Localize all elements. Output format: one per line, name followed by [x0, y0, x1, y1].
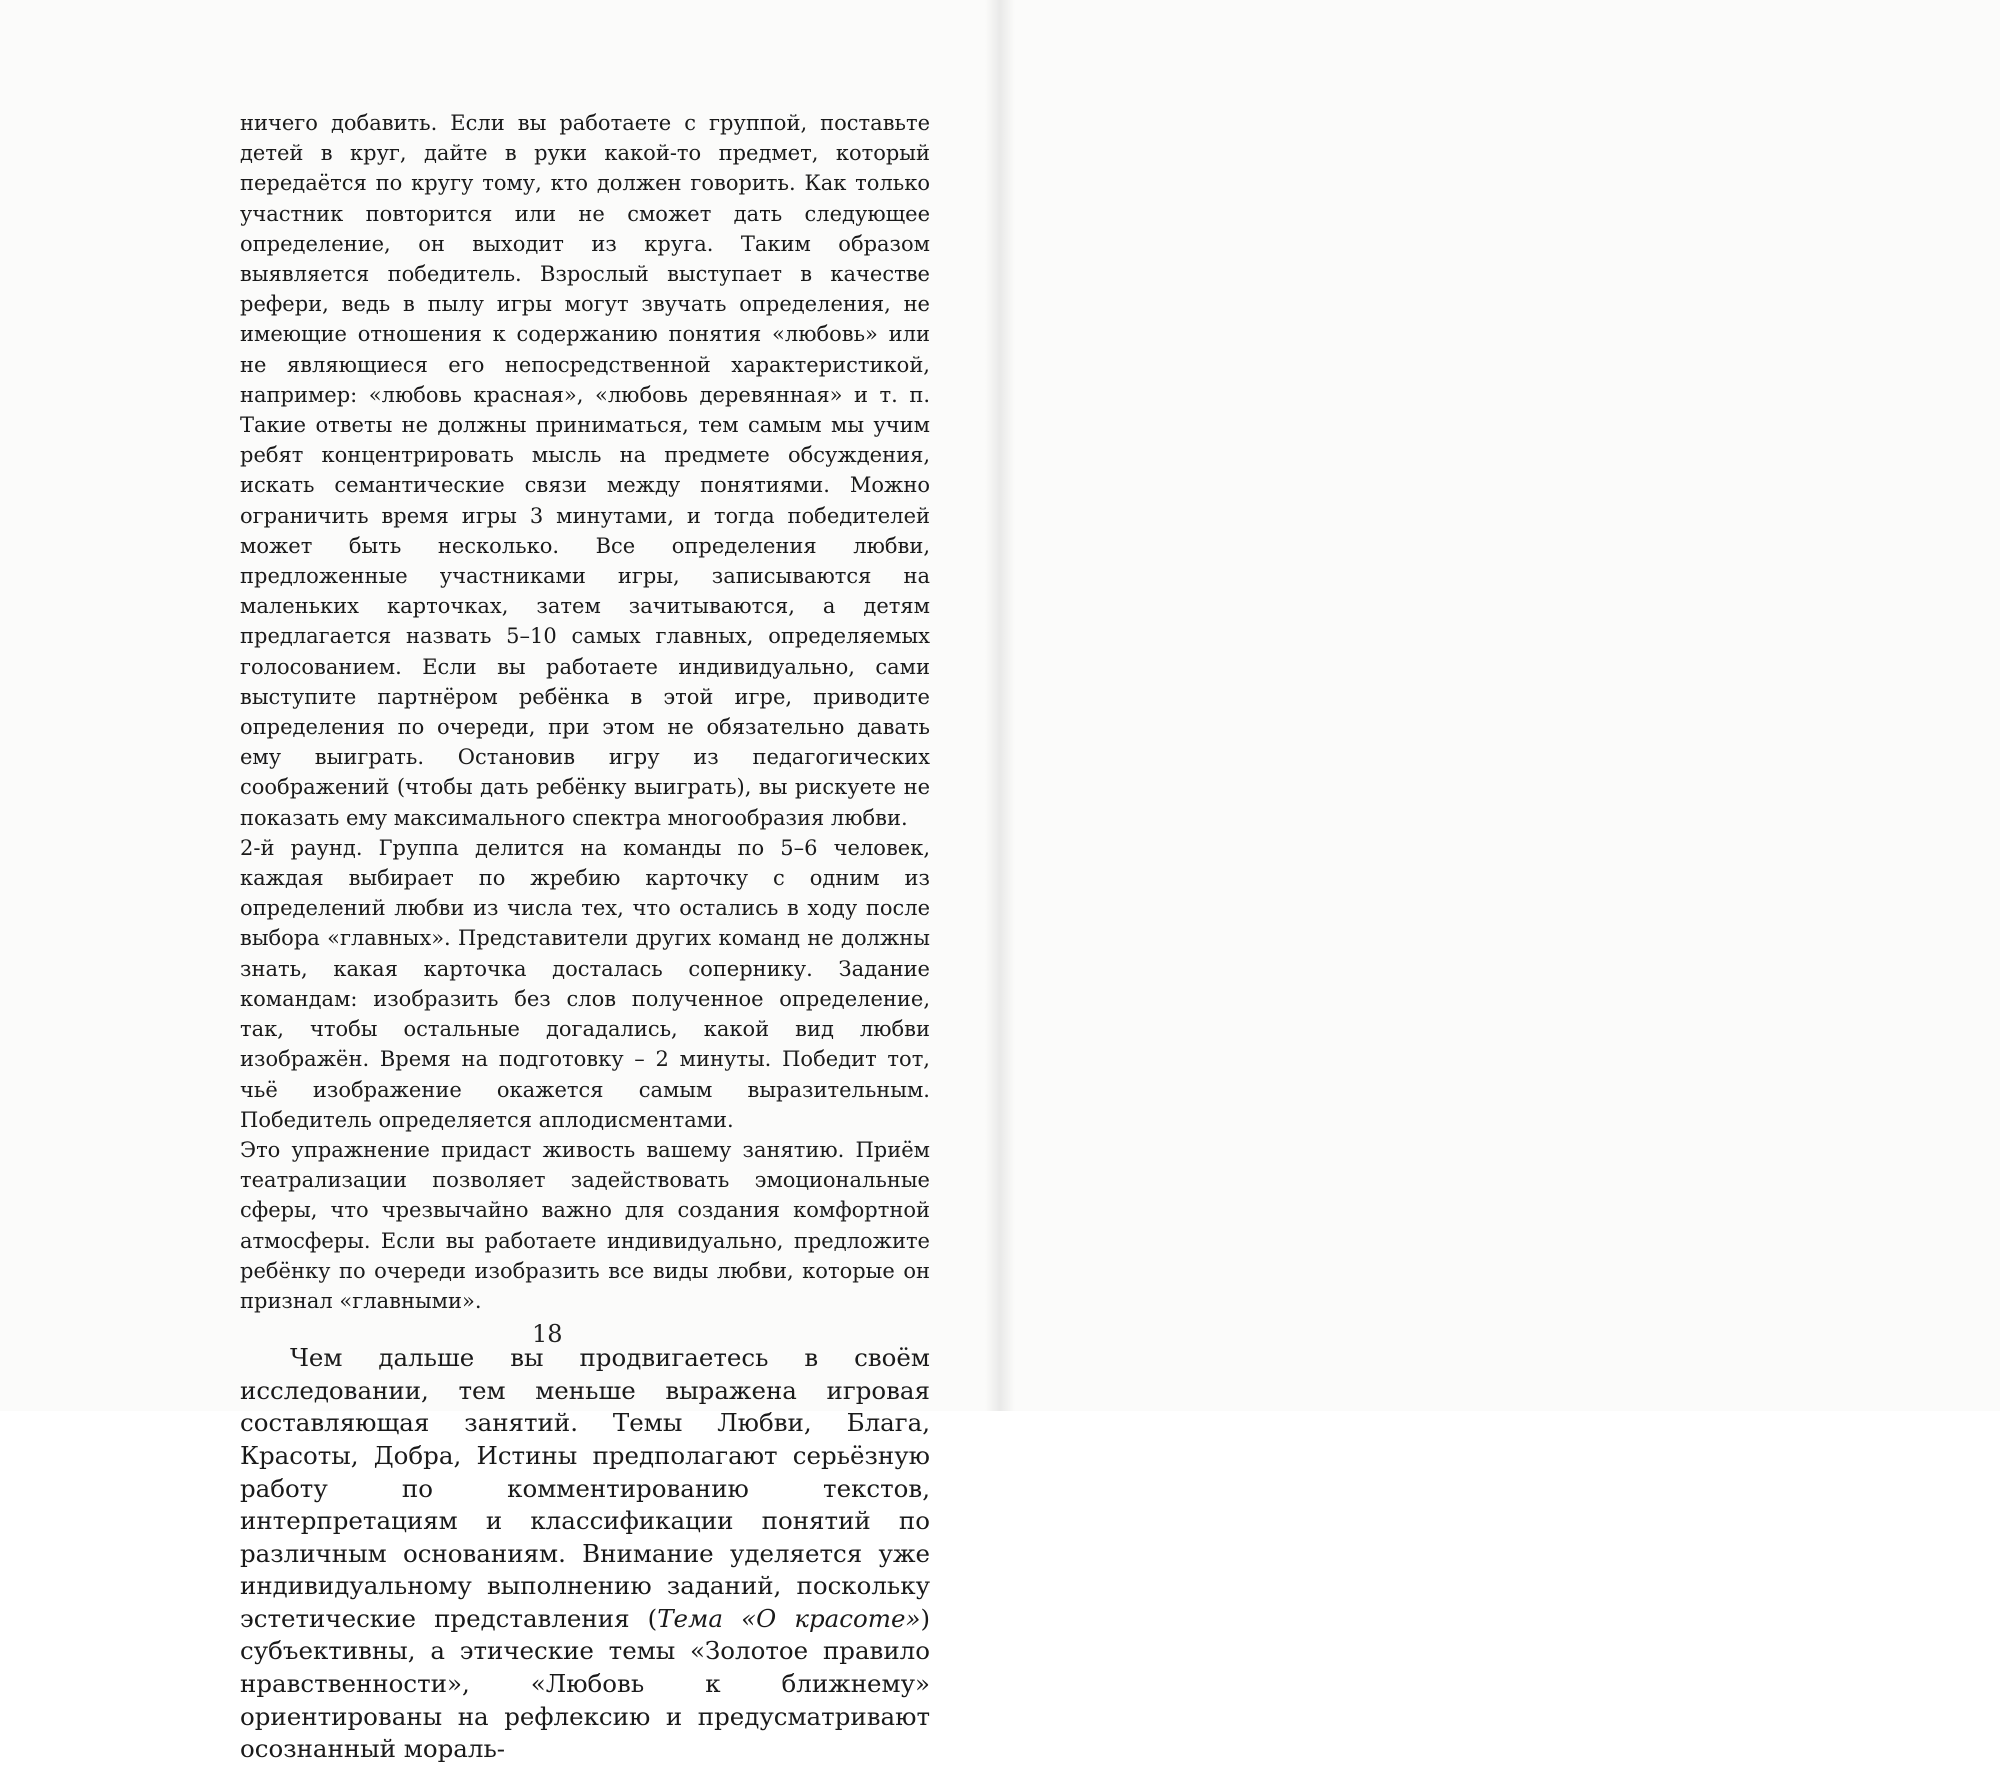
main-paragraph [240, 1342, 930, 1766]
book-gutter-shadow [985, 0, 1015, 1411]
main-paragraph-italic: Тема «О красоте» [657, 1603, 921, 1633]
left-page [0, 0, 1000, 1764]
main-paragraph-text-1: Чем дальше вы продвигаетесь в своём исследовании, тем меньше выражена игровая составляющая занятий. Темы Любви, Блага, Красоты, Добра, Истины предполагают серьёзную работу по комментированию текстов, интерпретациям и классификации понятий по различным основаниям. Внимание уделяется уже индивидуальному выполнению заданий, поскольку эстетические представления ( [240, 1343, 930, 1633]
right-page [1000, 0, 2000, 1411]
page-number-left: 18 [532, 1320, 563, 1348]
exercise-paragraph-3: Это упражнение придаст живость вашему занятию. Приём театрализации позволяет задействовать эмоциональные сферы, что чрезвычайно важно для создания комфортной атмосферы. Если вы работаете индивидуально, предложите ребёнку по очереди изобразить все виды любви, которые он признал «главными». [240, 1137, 930, 1313]
main-paragraph-text-2: ) субъективны, а этические темы «Золотое правило нравственности», «Любовь к ближнему» ориентированы на рефлексию и предусматривают осознанный мораль- [240, 1603, 930, 1764]
exercise-paragraph-2: 2-й раунд. Группа делится на команды по 5–6 человек, каждая выбирает по жребию карточку с одним из определений любви из числа тех, что остались в ходу после выбора «главных». Представители других команд не должны знать, какая карточка досталась сопернику. Задание командам: изобразить без слов полученное определение, так, чтобы остальные догадались, какой вид любви изображён. Время на подготовку – 2 минуты. Победит тот, чьё изображение окажется самым выразительным. Победитель определяется аплодисментами. [240, 835, 930, 1132]
exercise-paragraph-1: ничего добавить. Если вы работаете с группой, поставьте детей в круг, дайте в руки какой-то предмет, который передаётся по кругу тому, кто должен говорить. Как только участник повторится или не сможет дать следующее определение, он выходит из круга. Таким образом выявляется победитель. Взрослый выступает в качестве рефери, ведь в пылу игры могут звучать определения, не имеющие отношения к содержанию понятия «любовь» или не являющиеся его непосредственной характеристикой, например: «любовь красная», «любовь деревянная» и т. п. Такие ответы не должны приниматься, тем самым мы учим ребят концентрировать мысль на предмете обсуждения, искать семантические связи между понятиями. Можно ограничить время игры 3 минутами, и тогда победителей может быть несколько. Все определения любви, предложенные участниками игры, записываются на маленьких карточках, затем зачитываются, а детям предлагается назвать 5–10 самых главных, определяемых голосованием. Если вы работаете индивидуально, сами выступите партнёром ребёнка в этой игре, приводите определения по очереди, при этом не обязательно давать ему выиграть. Остановив игру из педагогических соображений (чтобы дать ребёнку выиграть), вы рискуете не показать ему максимального спектра многообразия любви. [240, 111, 930, 830]
left-page-text [240, 108, 930, 1766]
